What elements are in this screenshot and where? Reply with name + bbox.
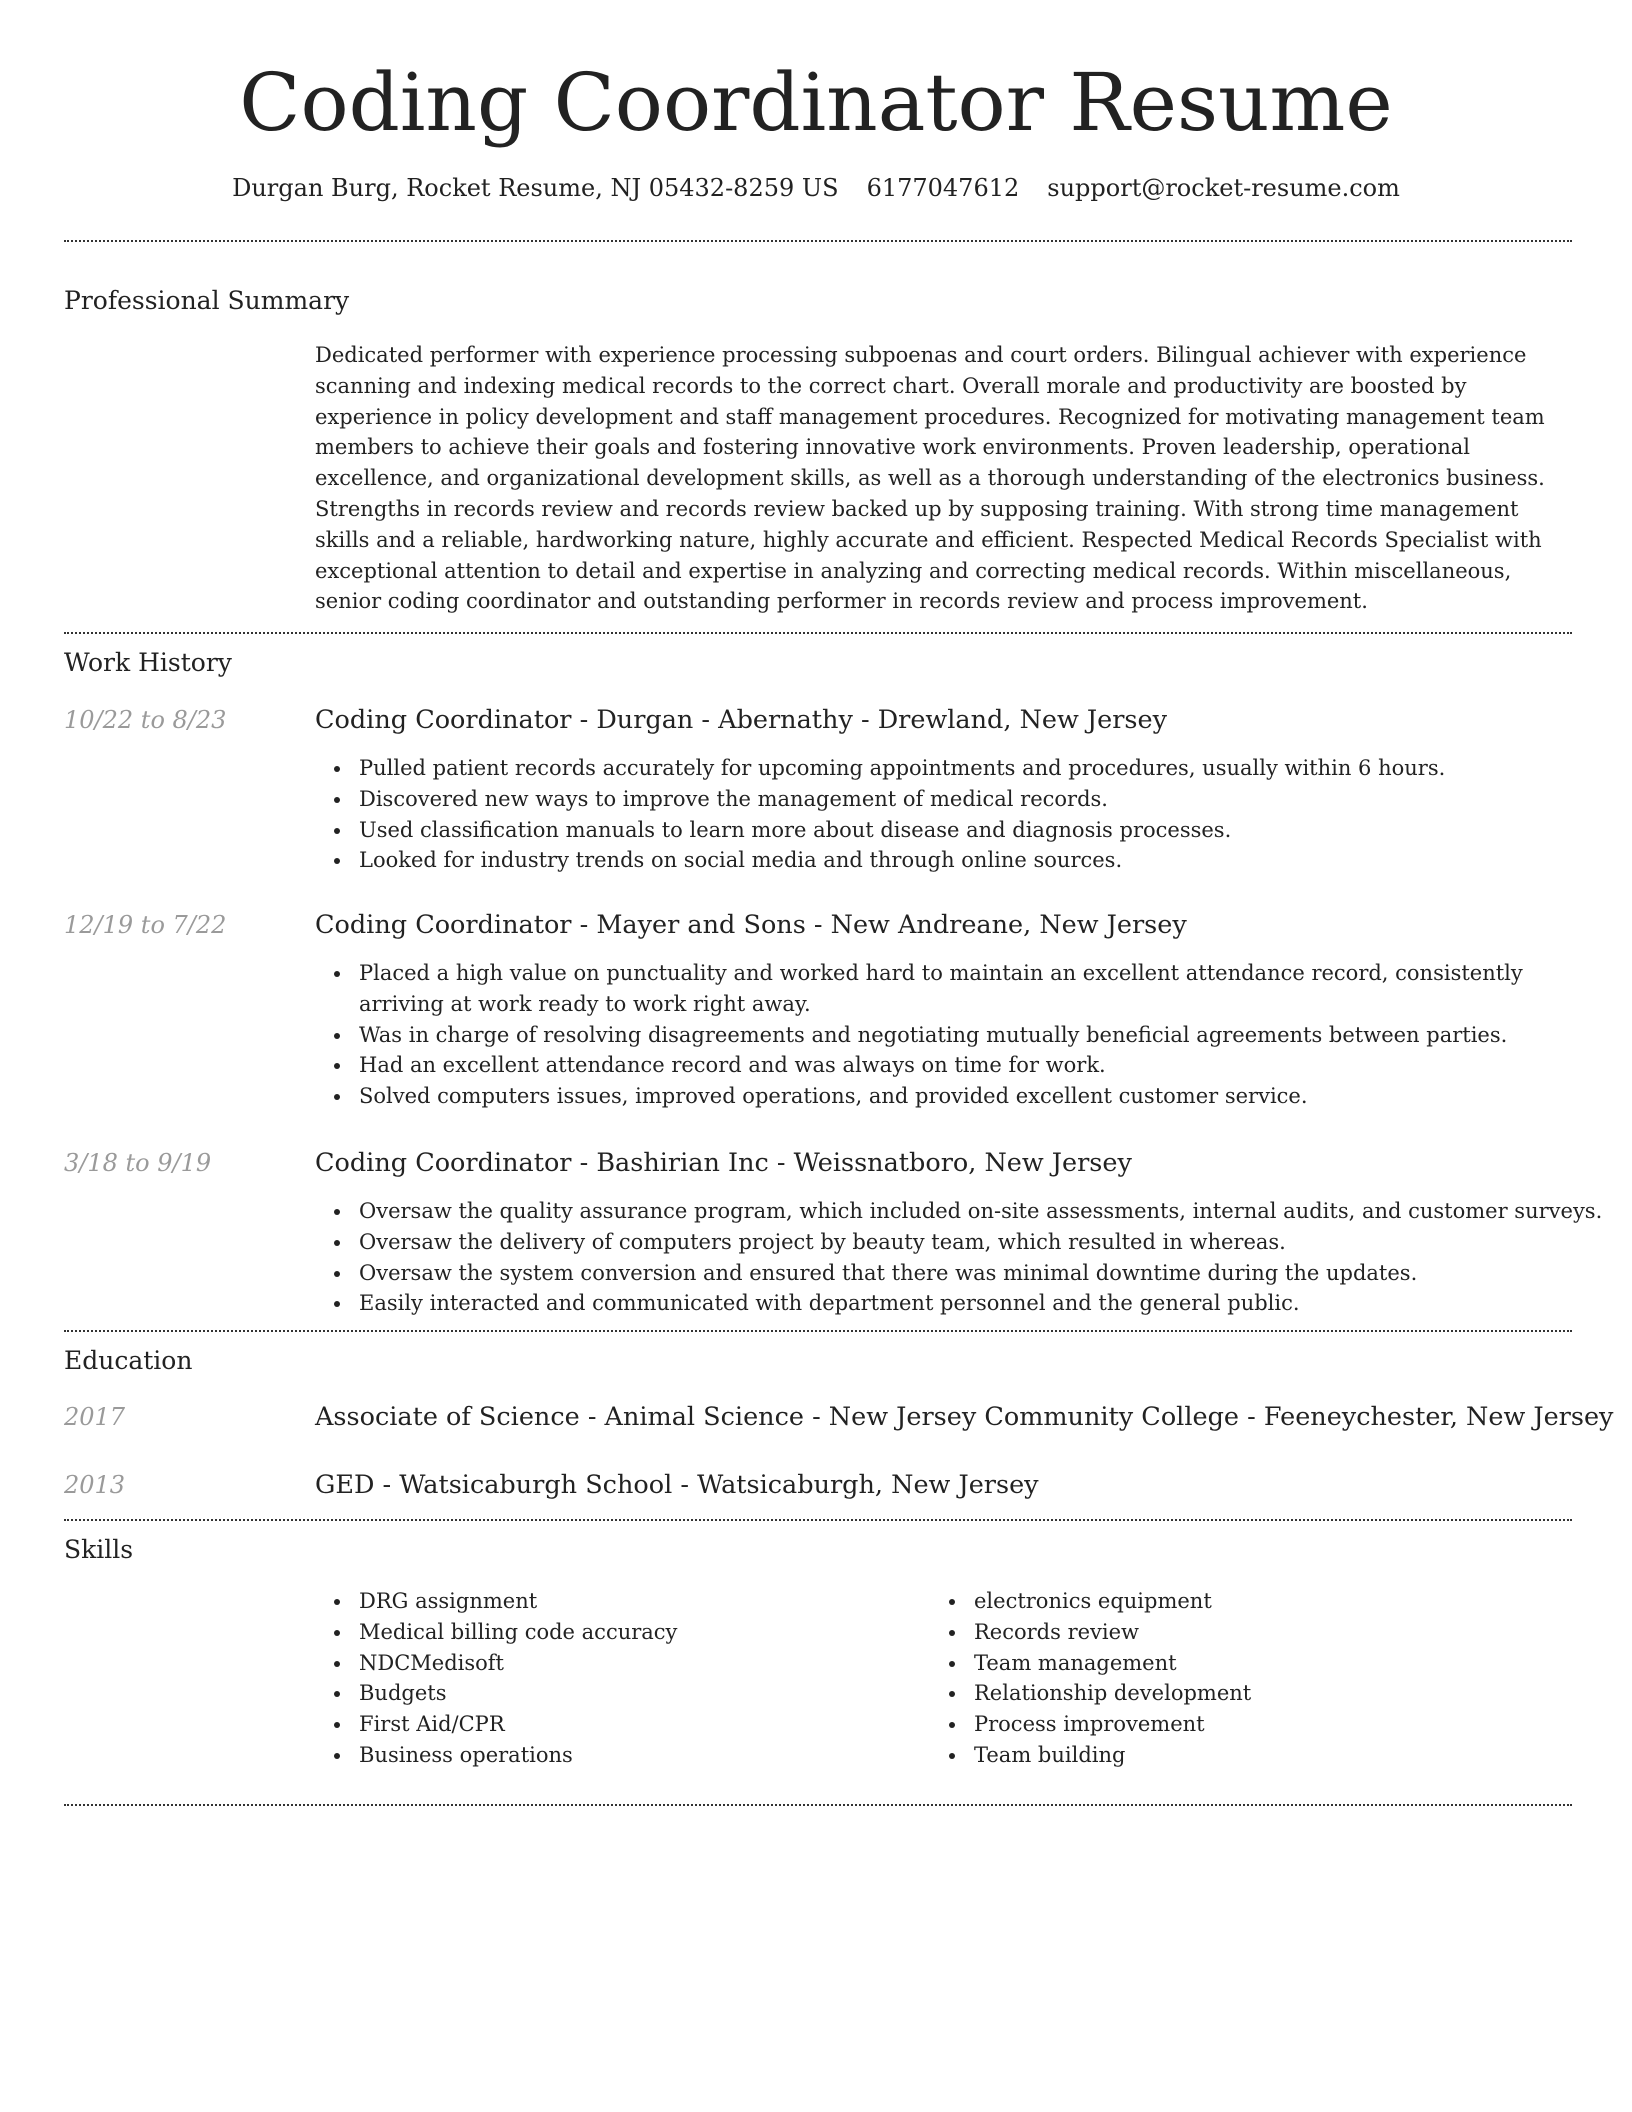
job-bullets [315,958,1611,1112]
divider [64,632,1572,634]
section-heading-education: Education [64,1346,193,1375]
education-year: 2013 [64,1471,126,1499]
job-bullet: Placed a high value on punctuality and worked hard to maintain an excellent attendance record, consistently arriving at work ready to work right away. [359,958,1611,1020]
contact-phone: 6177047612 [866,174,1020,202]
divider [64,1519,1572,1521]
job-bullets [315,1196,1611,1319]
education-title: Associate of Science - Animal Science - New Jersey Community College - Feeneychester, New Jersey [315,1402,1614,1432]
skill-item: Medical billing code accuracy [359,1617,677,1648]
skills-list-left [315,1586,677,1771]
job-bullet: Oversaw the quality assurance program, which included on-site assessments, internal audits, and customer surveys. [359,1196,1611,1227]
skill-item: Process improvement [974,1709,1251,1740]
contact-address: Durgan Burg, Rocket Resume, NJ 05432-8259 US [232,174,839,202]
job-bullet: Oversaw the delivery of computers project by beauty team, which resulted in whereas. [359,1227,1611,1258]
skills-list-right [930,1586,1251,1771]
skill-item: NDCMedisoft [359,1648,677,1679]
skill-item: Records review [974,1617,1251,1648]
job-bullet: Was in charge of resolving disagreements and negotiating mutually beneficial agreements between parties. [359,1020,1611,1051]
skill-item: DRG assignment [359,1586,677,1617]
skill-item: Team management [974,1648,1251,1679]
job-bullets [315,753,1611,876]
job-bullet: Easily interacted and communicated with department personnel and the general public. [359,1288,1611,1319]
job-dates: 12/19 to 7/22 [64,911,227,939]
job-bullet: Solved computers issues, improved operations, and provided excellent customer service. [359,1081,1611,1112]
job-bullet: Oversaw the system conversion and ensured that there was minimal downtime during the updates. [359,1258,1611,1289]
resume-title: Coding Coordinator Resume [239,56,1393,149]
skill-item: Business operations [359,1740,677,1771]
skill-item: Relationship development [974,1678,1251,1709]
section-heading-summary: Professional Summary [64,286,350,315]
skill-item: Budgets [359,1678,677,1709]
summary-text: Dedicated performer with experience processing subpoenas and court orders. Bilingual achiever with experience scanning and indexing medical records to the correct chart. Overall morale and productivity are boosted by experience in policy development and staff management procedures. Recognized for motivating management team members to achieve their goals and fostering innovative work environments. Proven leadership, operational excellence, and organizational development skills, as well as a thorough understanding of the electronics business. Strengths in records review and records review backed up by supposing training. With strong time management skills and a reliable, hardworking nature, highly accurate and efficient. Respected Medical Records Specialist with exceptional attention to detail and expertise in analyzing and correcting medical records. Within miscellaneous, senior coding coordinator and outstanding performer in records review and process improvement. [315,343,1545,614]
job-dates: 10/22 to 8/23 [64,706,227,734]
job-bullet: Looked for industry trends on social media and through online sources. [359,845,1611,876]
job-dates: 3/18 to 9/19 [64,1149,212,1177]
divider [64,1804,1572,1806]
job-bullet: Used classification manuals to learn more about disease and diagnosis processes. [359,815,1611,846]
skill-item: First Aid/CPR [359,1709,677,1740]
skill-item: electronics equipment [974,1586,1251,1617]
divider [64,240,1572,242]
job-bullet: Discovered new ways to improve the management of medical records. [359,784,1611,815]
education-title: GED - Watsicaburgh School - Watsicaburgh, New Jersey [315,1470,1039,1500]
job-title: Coding Coordinator - Durgan - Abernathy - Drewland, New Jersey [315,705,1167,735]
job-title: Coding Coordinator - Mayer and Sons - New Andreane, New Jersey [315,910,1187,940]
divider [64,1330,1572,1332]
contact-line [0,170,1632,206]
education-year: 2017 [64,1403,126,1431]
section-heading-work-history: Work History [64,648,232,677]
skill-item: Team building [974,1740,1251,1771]
contact-email: support@rocket-resume.com [1047,174,1400,202]
job-title: Coding Coordinator - Bashirian Inc - Weissnatboro, New Jersey [315,1148,1132,1178]
section-heading-skills: Skills [64,1535,134,1564]
job-bullet: Pulled patient records accurately for upcoming appointments and procedures, usually within 6 hours. [359,753,1611,784]
job-bullet: Had an excellent attendance record and was always on time for work. [359,1050,1611,1081]
